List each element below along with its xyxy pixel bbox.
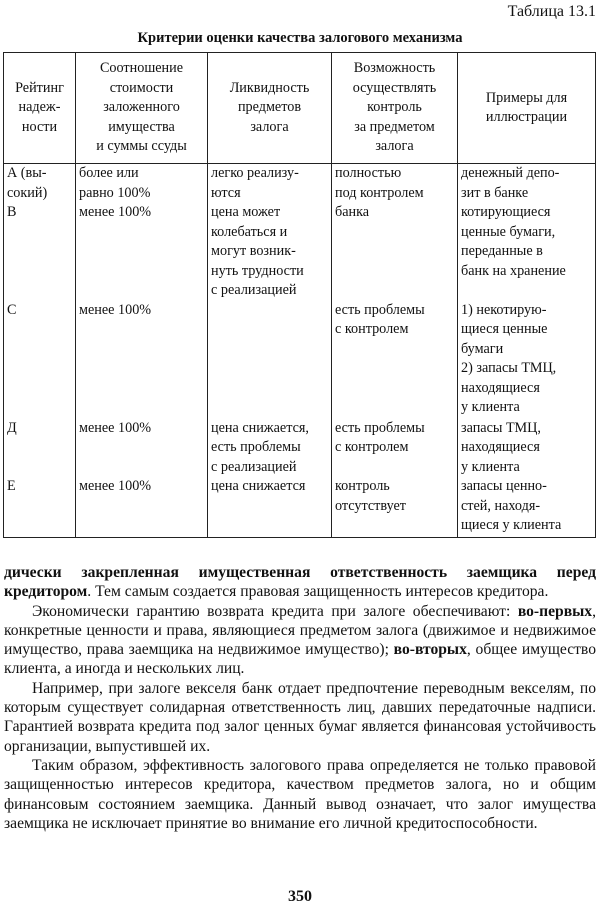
- table-row: [4, 301, 596, 419]
- table-cell: есть проблемы с контролем: [332, 301, 458, 419]
- table-cell: цена снижается: [208, 477, 332, 538]
- table-cell: есть проблемы с контролем: [332, 419, 458, 478]
- table-cell: полностью под контролем: [332, 164, 458, 204]
- body-text: [4, 563, 596, 833]
- table-header-row: [4, 53, 596, 164]
- table-cell: Д: [4, 419, 76, 478]
- paragraph-1-bold: дически закрепленная имущественная ответственность заемщика перед кредитором: [4, 564, 596, 601]
- table-cell: запасы ТМЦ, находящиеся у клиента: [458, 419, 596, 478]
- paragraph-4: Таким образом, эффективность залогового права определяется не только правовой защищенностью интересов кредитора, качеством предметов залога, но и общим финансовым состоянием заемщика. Данный вывод означает, что залог имущества заемщика не исключает принятие во внимание его личной кредитоспособности.: [4, 756, 596, 832]
- table-cell: более или равно 100%: [76, 164, 208, 204]
- paragraph-2-end: , общее имущество клиента, а иногда и нескольких лиц.: [4, 641, 596, 678]
- paragraph-2-bold-first: во-первых: [517, 602, 593, 620]
- table-cell: цена снижается, есть проблемы с реализацией: [208, 419, 332, 478]
- table-cell: менее 100%: [76, 477, 208, 538]
- table-cell: [208, 301, 332, 419]
- table-row: [4, 164, 596, 204]
- header-liquidity: Ликвидность предметов залога: [208, 53, 332, 164]
- table-cell: менее 100%: [76, 419, 208, 478]
- header-control: Возможность осуществлять контроль за предметом залога: [332, 53, 458, 164]
- page-number: 350: [288, 888, 312, 905]
- paragraph-3: Например, при залоге векселя банк отдает предпочтение переводным векселям, по которым существует солидарная ответственность лиц, давших передаточные надписи. Гарантией возврата кредита под залог ценных бумаг является финансовая устойчивость организации, выпустившей их.: [4, 679, 596, 755]
- table-cell: Е: [4, 477, 76, 538]
- table-cell: цена может колебаться и могут возник- нуть трудности с реализацией: [208, 203, 332, 301]
- header-rating: Рейтинг надеж- ности: [4, 53, 76, 164]
- paragraph-2-bold-second: во-вторых: [393, 641, 467, 659]
- paragraph-1-rest: . Тем самым создается правовая защищенность интересов кредитора.: [87, 583, 549, 601]
- table-cell: легко реализу- ются: [208, 164, 332, 204]
- table-cell: контроль отсутствует: [332, 477, 458, 538]
- table-cell: менее 100%: [76, 301, 208, 419]
- paragraph-2-mid: , конкретные ценности и права, являющиеся предметом залога (движимое и недвижимое имущество, права заемщика на недвижимое имущество);: [4, 602, 596, 659]
- table-number-label: Таблица 13.1: [507, 3, 596, 20]
- table-cell: котирующиеся ценные бумаги, переданные в банк на хранение: [458, 203, 596, 301]
- table-cell: денежный депо- зит в банке: [458, 164, 596, 204]
- table-cell: 1) некотирую- щиеся ценные бумаги 2) запасы ТМЦ, находящиеся у клиента: [458, 301, 596, 419]
- table-cell: менее 100%: [76, 203, 208, 301]
- header-examples: Примеры для иллюстрации: [458, 53, 596, 164]
- table-cell: В: [4, 203, 76, 301]
- table-cell: С: [4, 301, 76, 419]
- collateral-criteria-table: [3, 52, 596, 538]
- header-ratio: Соотношение стоимости заложенного имущества и суммы ссуды: [76, 53, 208, 164]
- table-cell: А (вы- сокий): [4, 164, 76, 204]
- table-title: Критерии оценки качества залогового механизма: [137, 30, 463, 46]
- table-row: [4, 203, 596, 301]
- paragraph-2-start: Экономически гарантию возврата кредита при залоге обеспечивают:: [32, 602, 518, 620]
- table-cell: банка: [332, 203, 458, 301]
- table-row: [4, 477, 596, 538]
- table-cell: запасы ценно- стей, находя- щиеся у клиента: [458, 477, 596, 538]
- paragraph-2: [4, 602, 596, 679]
- table-row: [4, 419, 596, 478]
- paragraph-1: [4, 563, 596, 602]
